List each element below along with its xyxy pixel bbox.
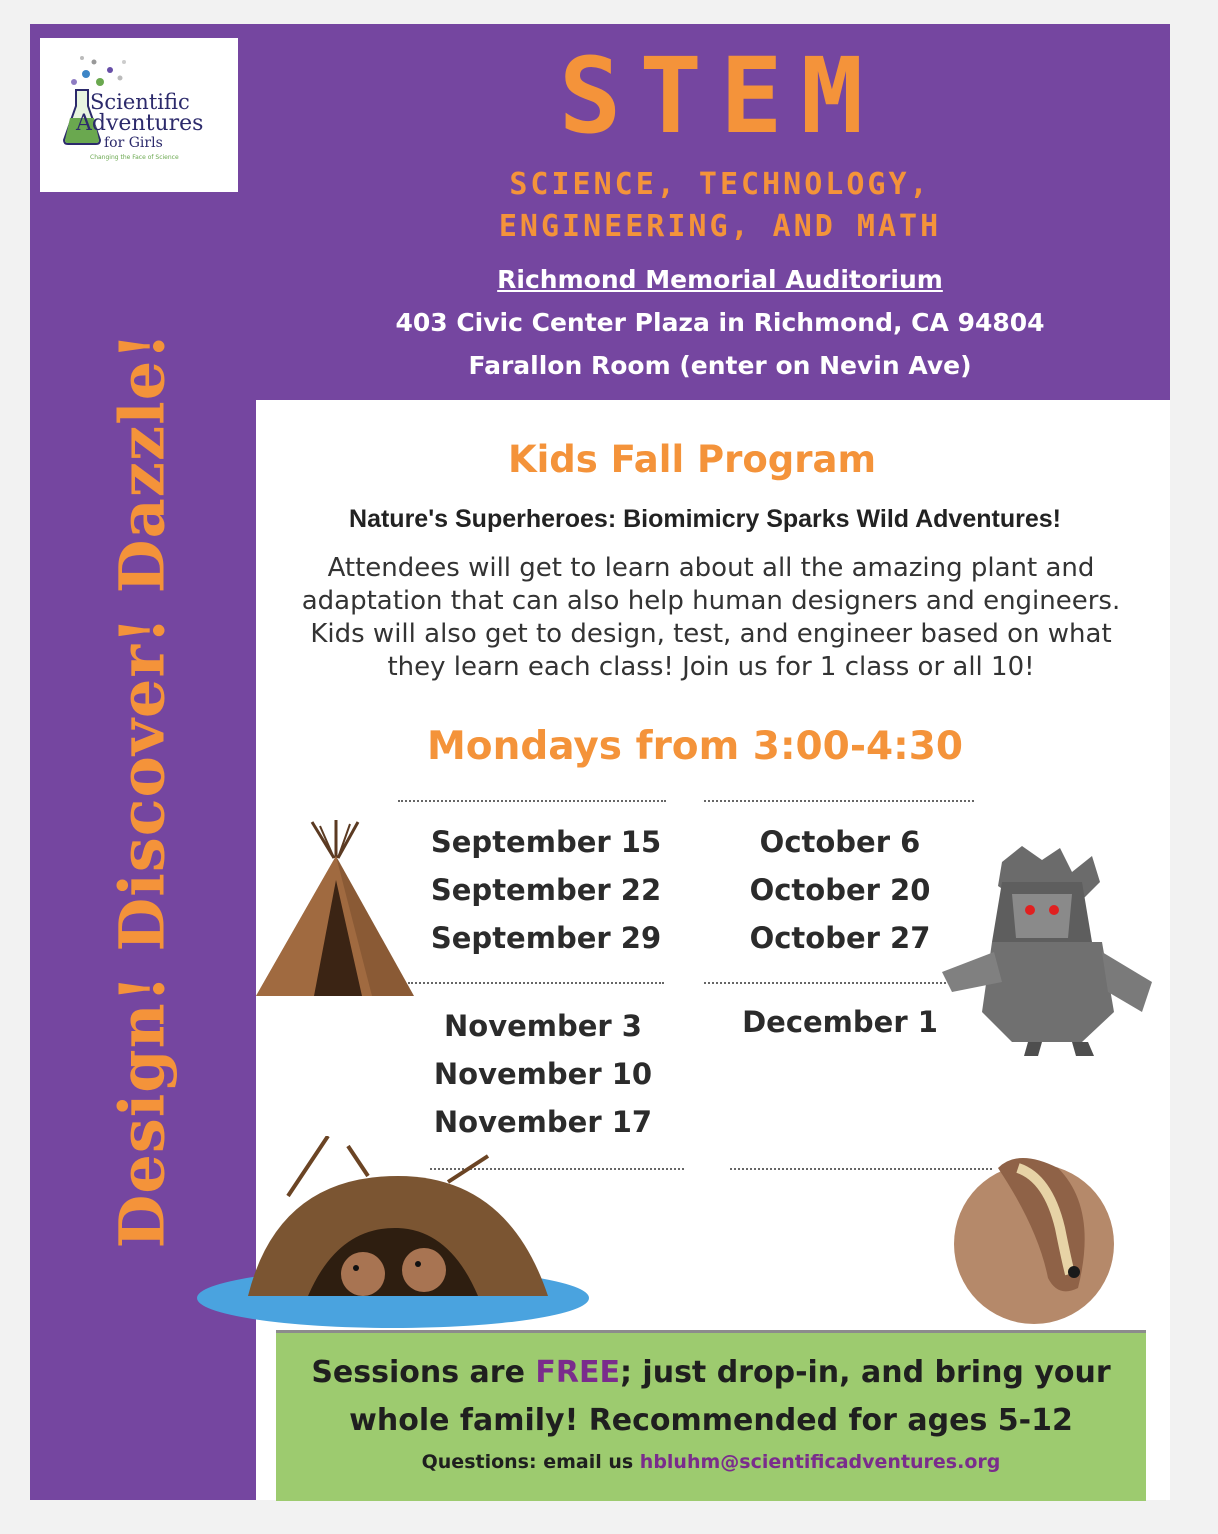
stem-subtitle [400, 164, 1040, 248]
side-slogan: Design! Discover! Dazzle! [105, 331, 179, 1249]
date-item: October 27 [749, 921, 931, 955]
date-item: October 6 [759, 825, 921, 859]
logo-line-2: Adventures [76, 111, 204, 136]
free-highlight: FREE [535, 1355, 620, 1390]
organization-logo [40, 38, 238, 192]
questions-label: Questions: email us [421, 1451, 640, 1473]
tipi-illustration [254, 820, 418, 1000]
description-line: adaptation that can also help human designers and engineers. [301, 586, 1121, 616]
free-line-1-end: ; just drop-in, and bring your [619, 1355, 1111, 1390]
program-subtitle: Nature's Superheroes: Biomimicry Sparks Wild Adventures! [349, 505, 1061, 533]
stem-title: STEM [558, 35, 882, 157]
december-dates [720, 998, 960, 1046]
date-item: October 20 [749, 873, 931, 907]
divider [398, 800, 666, 802]
description-line: Kids will also get to design, test, and engineer based on what [310, 619, 1112, 649]
november-dates [418, 1002, 668, 1146]
divider [704, 982, 966, 984]
date-item: November 10 [433, 1057, 653, 1091]
program-description [276, 552, 1146, 684]
venue-address: 403 Civic Center Plaza in Richmond, CA 94804 [395, 308, 1045, 337]
date-item: December 1 [742, 1005, 938, 1039]
logo-tagline: Changing the Face of Science [90, 154, 179, 161]
free-line-2: whole family! Recommended for ages 5-12 [349, 1403, 1073, 1438]
logo-line-1: Scientific [90, 90, 190, 114]
questions-line [276, 1451, 1146, 1473]
venue-room: Farallon Room (enter on Nevin Ave) [468, 351, 972, 380]
free-sessions-box [276, 1330, 1146, 1501]
schedule-time: Mondays from 3:00-4:30 [426, 724, 964, 769]
free-line-1-start: Sessions are [311, 1355, 536, 1390]
date-item: September 29 [430, 921, 662, 955]
free-line-1 [276, 1355, 1146, 1390]
program-title: Kids Fall Program [507, 438, 877, 481]
divider [408, 982, 664, 984]
logo-line-3: for Girls [104, 135, 163, 151]
september-dates [418, 818, 674, 962]
date-item: November 3 [444, 1009, 642, 1043]
description-line: they learn each class! Join us for 1 class or all 10! [387, 652, 1035, 682]
beaver-lodge-illustration [188, 1136, 598, 1332]
robot-creature-illustration [932, 842, 1168, 1056]
date-item: September 15 [430, 825, 662, 859]
october-dates [720, 818, 960, 962]
date-item: November 17 [433, 1105, 653, 1139]
armadillo-illustration [948, 1148, 1120, 1326]
venue-info [360, 258, 1080, 387]
stem-subtitle-line-1: SCIENCE, TECHNOLOGY, [509, 167, 931, 202]
logo-bubbles-icon [64, 52, 144, 92]
description-line: Attendees will get to learn about all the amazing plant and [327, 553, 1095, 583]
stem-subtitle-line-2: ENGINEERING, AND MATH [498, 209, 942, 244]
venue-name: Richmond Memorial Auditorium [497, 265, 943, 294]
date-item: September 22 [430, 873, 662, 907]
divider [704, 800, 974, 802]
contact-email-link[interactable]: hbluhm@scientificadventures.org [639, 1451, 1001, 1473]
